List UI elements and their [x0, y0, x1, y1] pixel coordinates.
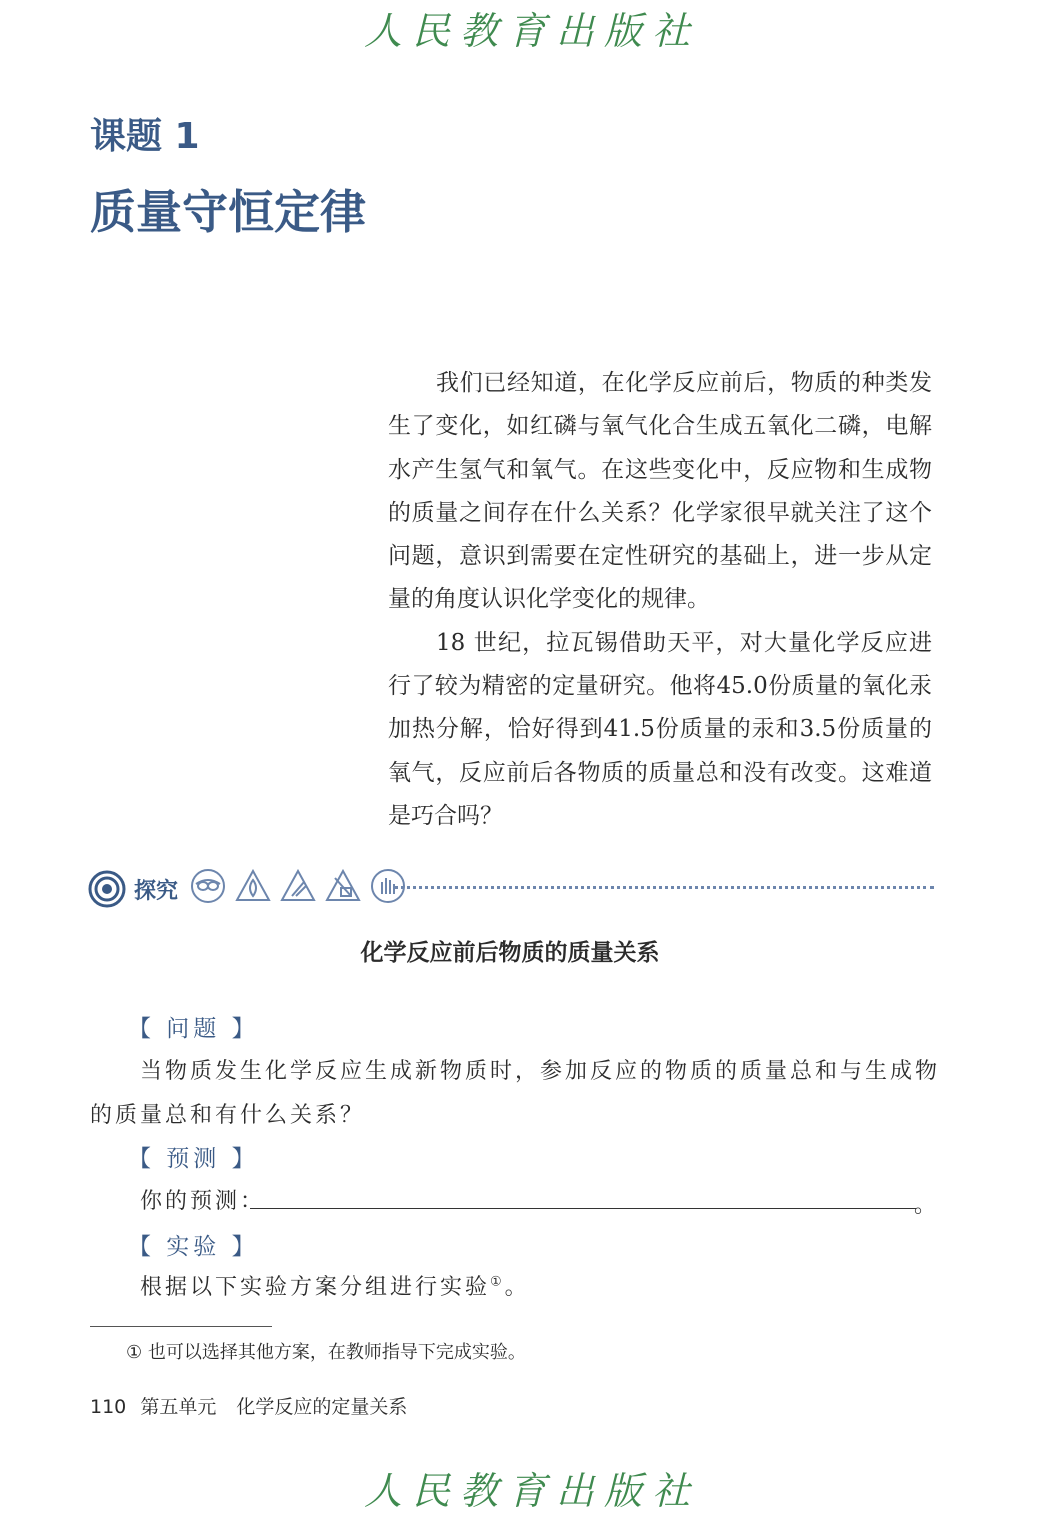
intro-text	[388, 362, 932, 838]
explore-label: 探究	[134, 879, 179, 904]
safety-icons	[190, 868, 410, 908]
experiment-text-line	[140, 1270, 530, 1301]
intro-paragraph-1: 我们已经知道，在化学反应前后，物质的种类发生了变化，如红磷与氧气化合生成五氧化二磷，电解水产生氢气和氧气。在这些变化中，反应物和生成物的质量之间存在什么关系？化学家很早就关注了这个问题，意识到需要在定性研究的基础上，进一步从定量的角度认识化学变化的规律。	[388, 370, 932, 613]
question-text-line-1: 当物质发生化学反应生成新物质时，参加反应的物质的质量总和与生成物	[140, 1059, 941, 1084]
experiment-period: 。	[504, 1275, 530, 1300]
prediction-prompt: 你的预测：	[140, 1189, 266, 1214]
prediction-period: 。	[914, 1193, 937, 1218]
goggles-icon	[190, 868, 226, 904]
page-number: 110	[90, 1396, 127, 1418]
intro-paragraph-2: 18 世纪，拉瓦锡借助天平，对大量化学反应进行了较为精密的定量研究。他将45.0份质量的氧化汞加热分解，恰好得到41.5份质量的汞和3.5份质量的氧气，反应前后各物质的质量总和没有改变。这难道是巧合吗？	[388, 629, 932, 829]
publisher-logo-bottom: 人民教育出版社	[363, 1469, 700, 1513]
footnote-divider	[90, 1326, 272, 1327]
footnote	[126, 1338, 526, 1364]
lesson-label: 课题 1	[90, 116, 200, 157]
prediction-heading: 【 预测 】	[128, 1146, 259, 1172]
chapter-label: 化学反应的定量关系	[236, 1396, 408, 1418]
lesson-title: 质量守恒定律	[90, 185, 366, 239]
explore-header	[88, 866, 934, 910]
unit-label: 第五单元	[140, 1396, 217, 1418]
footnote-text: 也可以选择其他方案，在教师指导下完成实验。	[147, 1342, 526, 1363]
flame-warning-icon	[235, 868, 271, 904]
prediction-answer-field[interactable]	[250, 1208, 916, 1209]
experiment-title: 化学反应前后物质的质量关系	[360, 940, 660, 966]
target-icon	[88, 870, 126, 908]
question-text-line-2: 的质量总和有什么关系？	[90, 1103, 366, 1128]
publisher-logo-top: 人民教育出版社	[363, 9, 700, 53]
footnote-ref[interactable]: ①	[490, 1274, 505, 1290]
experiment-heading: 【 实验 】	[128, 1234, 259, 1260]
question-heading: 【 问题 】	[128, 1016, 259, 1042]
heat-warning-icon	[280, 868, 316, 904]
sharp-objects-icon	[325, 868, 361, 904]
footnote-mark: ①	[126, 1342, 143, 1363]
experiment-text: 根据以下实验方案分组进行实验	[140, 1275, 491, 1300]
page-footer	[90, 1392, 407, 1419]
dotted-divider	[394, 886, 934, 889]
